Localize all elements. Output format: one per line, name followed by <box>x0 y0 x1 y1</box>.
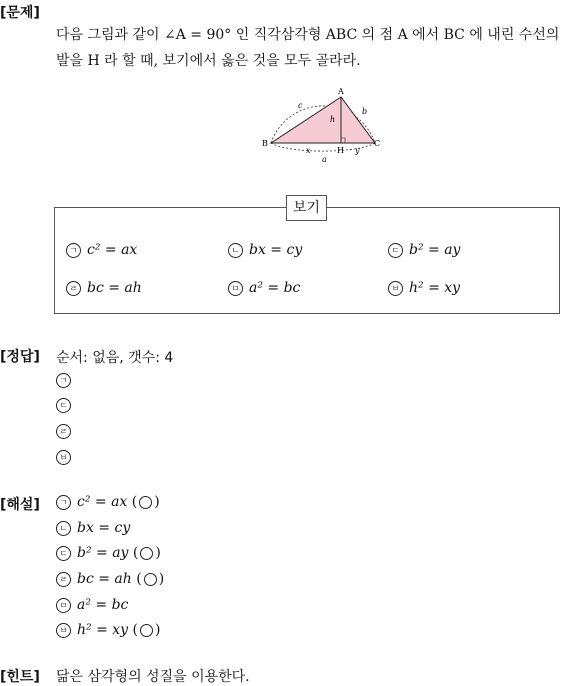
bogi-box <box>54 207 560 314</box>
label-c-side: c <box>298 101 303 110</box>
label-h-length: h <box>330 115 336 124</box>
explanation-item <box>56 520 130 536</box>
problem-line-2: 발을 H 라 할 때, 보기에서 옳은 것을 모두 골라라. <box>56 53 361 69</box>
answer-item <box>56 397 77 413</box>
option-expr: b² = ay <box>409 242 461 258</box>
explanation-item: ㄹ bc = ah ( ) <box>56 571 164 587</box>
label-y-segment: y <box>355 146 360 155</box>
answer-mark: ㄱ <box>56 373 71 388</box>
explanation-label: [해설] <box>0 497 40 513</box>
correct-circle-icon <box>140 547 153 560</box>
answer-mark: ㅂ <box>56 450 71 465</box>
option-mark: ㄹ <box>66 281 81 296</box>
option-mark: ㄷ <box>388 243 403 258</box>
answer-summary: 순서: 없음, 갯수: 4 <box>56 350 174 366</box>
correct-circle-icon <box>144 573 157 586</box>
option-expr: c² = ax <box>87 242 138 258</box>
hint-label: [힌트] <box>0 669 40 685</box>
explanation-item: ㄷ b² = ay ( ) <box>56 545 161 561</box>
problem-label: [문제] <box>0 5 40 21</box>
expl-mark: ㅂ <box>56 623 71 638</box>
explanation-item: ㅂ h² = xy ( ) <box>56 622 160 638</box>
answer-label: [정답] <box>0 349 40 365</box>
expl-expr: b² = ay <box>77 545 129 561</box>
correct-circle-icon <box>139 496 152 509</box>
expl-expr: c² = ax <box>77 494 128 510</box>
bogi-option-6 <box>388 280 460 296</box>
expl-mark: ㄱ <box>56 495 71 510</box>
label-a-side: a <box>322 155 327 162</box>
expl-mark: ㅁ <box>56 598 71 613</box>
option-mark: ㅁ <box>228 281 243 296</box>
answer-mark: ㄹ <box>56 424 71 439</box>
expl-expr: a² = bc <box>77 597 129 613</box>
hint-text: 닮은 삼각형의 성질을 이용한다. <box>56 669 250 685</box>
option-mark: ㅂ <box>388 281 403 296</box>
label-h-foot: H <box>337 146 344 155</box>
bogi-title: 보기 <box>286 195 327 221</box>
option-mark: ㄴ <box>228 243 243 258</box>
option-expr: h² = xy <box>409 280 461 296</box>
expl-expr: h² = xy <box>77 622 129 638</box>
bogi-option-5 <box>228 280 300 296</box>
label-b-side: b <box>362 107 368 116</box>
option-expr: a² = bc <box>249 280 301 296</box>
bogi-option-1 <box>66 242 137 258</box>
expl-mark: ㄴ <box>56 521 71 536</box>
option-mark: ㄱ <box>66 243 81 258</box>
label-x-segment: x <box>306 146 311 155</box>
expl-expr: bc = ah <box>77 571 132 587</box>
triangle-figure <box>258 86 384 162</box>
label-b-vertex: B <box>262 139 268 148</box>
expl-expr: bx = cy <box>77 520 131 536</box>
bogi-option-3 <box>388 242 460 258</box>
bogi-option-2 <box>228 242 302 258</box>
expl-mark: ㄷ <box>56 546 71 561</box>
option-expr: bx = cy <box>249 242 303 258</box>
answer-item <box>56 423 77 439</box>
label-c-vertex: C <box>374 139 381 148</box>
problem-line-1: 다음 그림과 같이 ∠A = 90° 인 직각삼각형 ABC 의 점 A 에서 BC 에 내린 수선의 <box>56 27 560 43</box>
explanation-item <box>56 597 128 613</box>
correct-circle-icon <box>140 624 153 637</box>
expl-mark: ㄹ <box>56 572 71 587</box>
option-expr: bc = ah <box>87 280 142 296</box>
answer-item <box>56 372 77 388</box>
bogi-option-4 <box>66 280 142 296</box>
answer-mark: ㄷ <box>56 398 71 413</box>
label-a-vertex: A <box>338 87 344 96</box>
explanation-item: ㄱ c² = ax ( ) <box>56 494 160 510</box>
answer-item <box>56 449 77 465</box>
